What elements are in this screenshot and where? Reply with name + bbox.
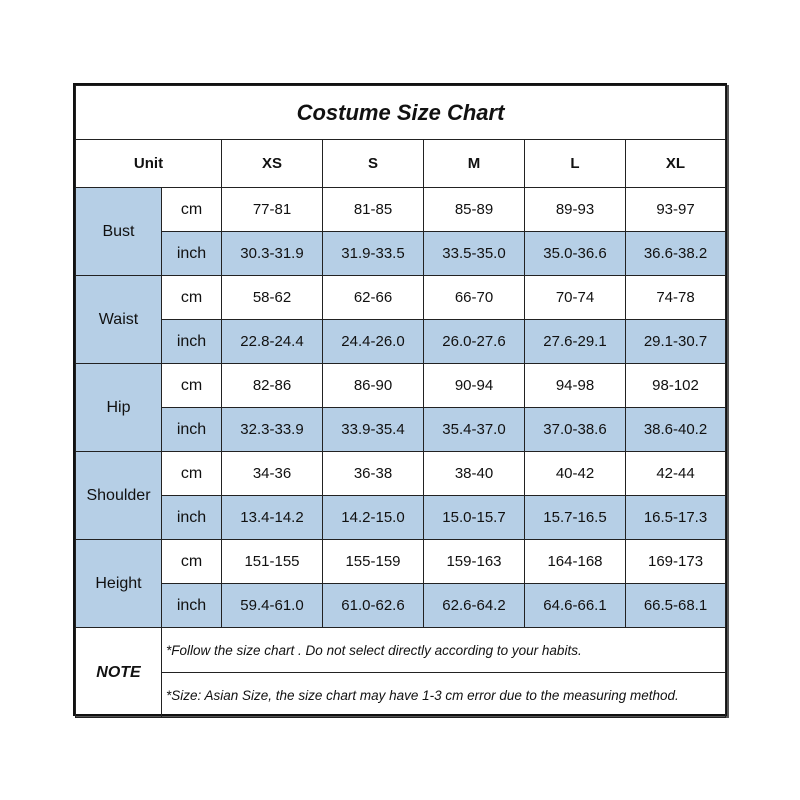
value-cell: 15.0-15.7	[424, 496, 525, 540]
unit-cell-inch: inch	[162, 232, 222, 276]
waist-inch-row	[76, 320, 726, 364]
measure-label-waist: Waist	[76, 276, 162, 364]
value-cell: 94-98	[525, 364, 626, 408]
value-cell: 31.9-33.5	[323, 232, 424, 276]
note-label: NOTE	[76, 628, 162, 718]
value-cell: 90-94	[424, 364, 525, 408]
value-cell: 159-163	[424, 540, 525, 584]
shoulder-inch-row	[76, 496, 726, 540]
height-cm-row	[76, 540, 726, 584]
value-cell: 35.0-36.6	[525, 232, 626, 276]
value-cell: 59.4-61.0	[222, 584, 323, 628]
value-cell: 62.6-64.2	[424, 584, 525, 628]
shoulder-cm-row	[76, 452, 726, 496]
measure-label-hip: Hip	[76, 364, 162, 452]
measure-label-height: Height	[76, 540, 162, 628]
value-cell: 27.6-29.1	[525, 320, 626, 364]
hip-cm-row	[76, 364, 726, 408]
bust-cm-row	[76, 188, 726, 232]
value-cell: 64.6-66.1	[525, 584, 626, 628]
value-cell: 98-102	[626, 364, 726, 408]
value-cell: 89-93	[525, 188, 626, 232]
unit-cell-inch: inch	[162, 408, 222, 452]
value-cell: 33.5-35.0	[424, 232, 525, 276]
value-cell: 169-173	[626, 540, 726, 584]
value-cell: 40-42	[525, 452, 626, 496]
unit-cell-cm: cm	[162, 188, 222, 232]
unit-cell-cm: cm	[162, 540, 222, 584]
size-header-m: M	[424, 140, 525, 188]
value-cell: 42-44	[626, 452, 726, 496]
unit-cell-inch: inch	[162, 584, 222, 628]
size-chart	[73, 83, 727, 716]
size-table	[75, 85, 726, 718]
value-cell: 36.6-38.2	[626, 232, 726, 276]
value-cell: 15.7-16.5	[525, 496, 626, 540]
value-cell: 93-97	[626, 188, 726, 232]
unit-cell-inch: inch	[162, 320, 222, 364]
value-cell: 34-36	[222, 452, 323, 496]
value-cell: 37.0-38.6	[525, 408, 626, 452]
value-cell: 38.6-40.2	[626, 408, 726, 452]
unit-cell-cm: cm	[162, 276, 222, 320]
value-cell: 85-89	[424, 188, 525, 232]
bust-inch-row	[76, 232, 726, 276]
value-cell: 13.4-14.2	[222, 496, 323, 540]
value-cell: 26.0-27.6	[424, 320, 525, 364]
value-cell: 32.3-33.9	[222, 408, 323, 452]
measure-label-shoulder: Shoulder	[76, 452, 162, 540]
header-row	[76, 140, 726, 188]
value-cell: 81-85	[323, 188, 424, 232]
value-cell: 33.9-35.4	[323, 408, 424, 452]
size-header-l: L	[525, 140, 626, 188]
value-cell: 24.4-26.0	[323, 320, 424, 364]
value-cell: 151-155	[222, 540, 323, 584]
value-cell: 70-74	[525, 276, 626, 320]
height-inch-row	[76, 584, 726, 628]
value-cell: 66-70	[424, 276, 525, 320]
value-cell: 86-90	[323, 364, 424, 408]
value-cell: 30.3-31.9	[222, 232, 323, 276]
value-cell: 66.5-68.1	[626, 584, 726, 628]
value-cell: 35.4-37.0	[424, 408, 525, 452]
note-line: *Size: Asian Size, the size chart may have 1-3 cm error due to the measuring method.	[162, 673, 726, 718]
value-cell: 77-81	[222, 188, 323, 232]
unit-cell-inch: inch	[162, 496, 222, 540]
size-header-xs: XS	[222, 140, 323, 188]
chart-title: Costume Size Chart	[76, 86, 726, 140]
unit-header: Unit	[76, 140, 222, 188]
value-cell: 58-62	[222, 276, 323, 320]
value-cell: 16.5-17.3	[626, 496, 726, 540]
value-cell: 14.2-15.0	[323, 496, 424, 540]
unit-cell-cm: cm	[162, 452, 222, 496]
value-cell: 29.1-30.7	[626, 320, 726, 364]
value-cell: 22.8-24.4	[222, 320, 323, 364]
note-row	[76, 673, 726, 718]
size-header-xl: XL	[626, 140, 726, 188]
unit-cell-cm: cm	[162, 364, 222, 408]
waist-cm-row	[76, 276, 726, 320]
value-cell: 36-38	[323, 452, 424, 496]
value-cell: 61.0-62.6	[323, 584, 424, 628]
value-cell: 74-78	[626, 276, 726, 320]
measure-label-bust: Bust	[76, 188, 162, 276]
value-cell: 82-86	[222, 364, 323, 408]
value-cell: 62-66	[323, 276, 424, 320]
hip-inch-row	[76, 408, 726, 452]
value-cell: 164-168	[525, 540, 626, 584]
note-row	[76, 628, 726, 673]
value-cell: 155-159	[323, 540, 424, 584]
size-header-s: S	[323, 140, 424, 188]
note-line: *Follow the size chart . Do not select directly according to your habits.	[162, 628, 726, 673]
value-cell: 38-40	[424, 452, 525, 496]
